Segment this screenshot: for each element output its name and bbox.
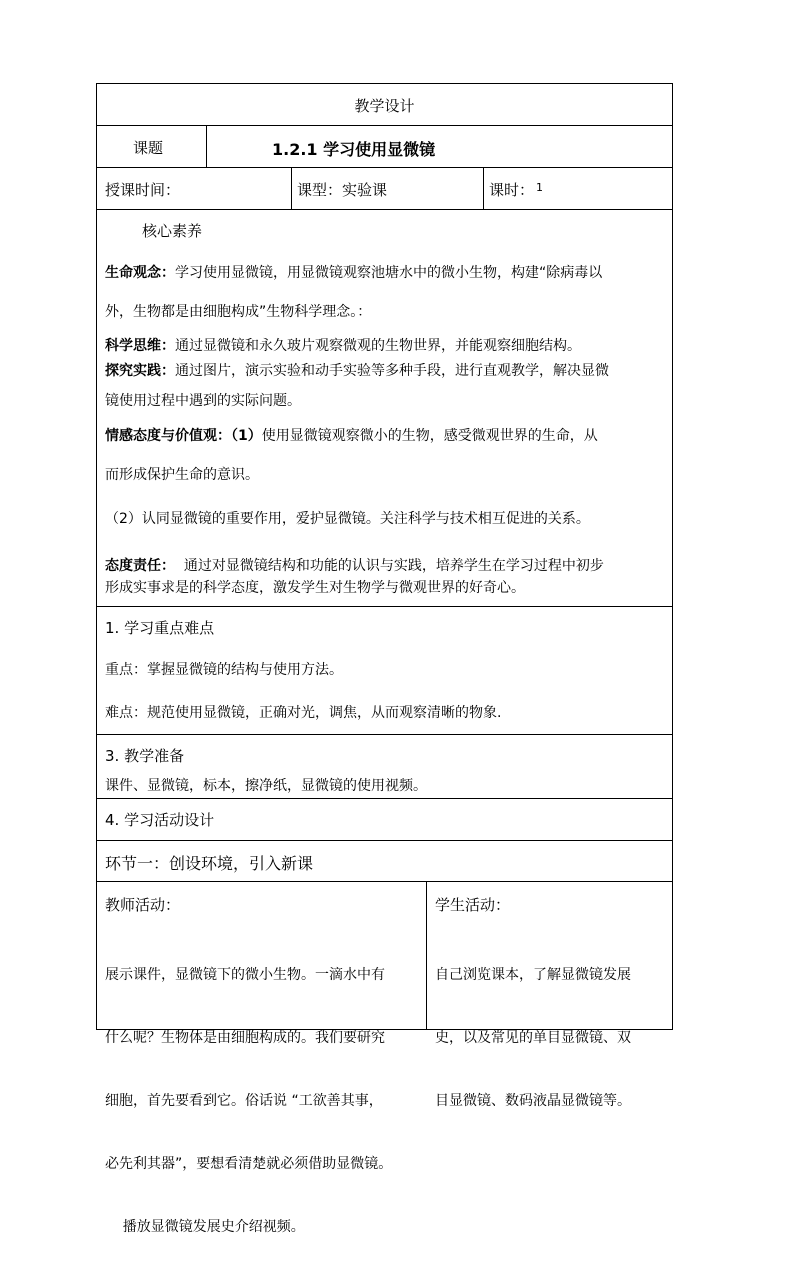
attitude-line <box>105 555 664 577</box>
emotion-values-text: 使用显微镜观察微小的生物，感受微观世界的生命，从 <box>261 428 598 444</box>
teacher-line: 什么呢？生物体是由细胞构成的。我们要研究 <box>105 1030 385 1046</box>
activity-heading-row <box>96 798 673 840</box>
time-label: 授课时间： <box>105 181 181 199</box>
emotion-values-label: 情感态度与价值观： <box>105 428 231 444</box>
student-activity-cell <box>426 882 672 1109</box>
inquiry-practice-line-2: 镜使用过程中遇到的实际问题。 <box>105 393 301 409</box>
attitude-line-2: 形成实事求是的科学态度，激发学生对生物学与微观世界的好奇心。 <box>105 580 525 596</box>
life-concept-line-2: 外，生物都是由细胞构成”生物科学理念。： <box>105 304 372 320</box>
prep-row <box>96 734 673 798</box>
hours-value: 1 <box>536 181 543 194</box>
focus-row <box>96 606 673 734</box>
focus-heading: 1. 学习重点难点 <box>105 619 215 637</box>
attitude-text: 通过对显微镜结构和功能的认识与实践，培养学生在学习过程中初步 <box>183 558 604 574</box>
topic-label: 课题 <box>133 139 164 157</box>
hours-cell <box>483 168 672 209</box>
page-title: 教学设计 <box>354 97 415 115</box>
student-line: 自己浏览课本，了解显微镜发展 <box>435 967 631 983</box>
type-value: 实验课 <box>342 181 388 199</box>
topic-value: 1.2.1 学习使用显微镜 <box>272 140 436 159</box>
topic-value-cell <box>206 126 672 167</box>
prep-heading: 3. 教学准备 <box>105 747 185 765</box>
stage-row <box>96 840 673 881</box>
life-concept-text: 学习使用显微镜，用显微镜观察池塘水中的微小生物，构建“除病毒以 <box>175 265 603 281</box>
teacher-activity-text <box>105 923 392 1280</box>
teacher-activity-cell <box>97 882 426 1235</box>
teacher-activity-label: 教师活动： <box>105 896 181 914</box>
student-activity-text <box>435 923 631 1154</box>
type-cell <box>291 168 483 209</box>
activity-heading: 4. 学习活动设计 <box>105 811 215 829</box>
stage-title: 环节一：创设环境，引入新课 <box>105 854 314 873</box>
teacher-line: 播放显微镜发展史介绍视频。 <box>105 1219 305 1235</box>
emotion-values-item-2: （2）认同显微镜的重要作用，爱护显微镜。关注科学与技术相互促进的关系。 <box>105 511 590 527</box>
core-literacy-row <box>96 209 673 606</box>
science-thinking-text: 通过显微镜和永久玻片观察微观的生物世界，并能观察细胞结构。 <box>175 338 581 354</box>
focus-key: 重点：掌握显微镜的结构与使用方法。 <box>105 662 343 678</box>
teacher-line: 必先利其器”，要想看清楚就必须借助显微镜。 <box>105 1156 393 1172</box>
topic-row <box>96 125 673 167</box>
emotion-values-line-2: 而形成保护生命的意识。 <box>105 467 259 483</box>
lesson-plan-table <box>96 83 673 1235</box>
science-thinking-label: 科学思维： <box>105 338 175 354</box>
hours-label: 课时： <box>489 181 535 199</box>
teacher-line: 展示课件，显微镜下的微小生物。一滴水中有 <box>105 967 385 983</box>
life-concept-line <box>105 262 664 284</box>
prep-text: 课件、显微镜，标本，擦净纸，显微镜的使用视频。 <box>105 778 427 794</box>
teacher-line: 细胞，首先要看到它。俗话说 “工欲善其事， <box>105 1093 383 1109</box>
student-line: 目显微镜、数码液晶显微镜等。 <box>435 1093 631 1109</box>
science-thinking-line <box>105 335 664 357</box>
inquiry-practice-text: 通过图片，演示实验和动手实验等多种手段，进行直观教学，解决显微 <box>175 363 609 379</box>
student-line: 史，以及常见的单目显微镜、双 <box>435 1030 631 1046</box>
focus-difficulty: 难点：规范使用显微镜，正确对光，调焦，从而观察清晰的物象. <box>105 705 502 721</box>
literacy-heading: 核心素养 <box>142 222 203 240</box>
student-activity-label: 学生活动： <box>435 896 511 914</box>
emotion-values-line <box>105 425 664 447</box>
activities-row <box>96 881 673 1235</box>
info-row <box>96 167 673 209</box>
emotion-values-number: （1） <box>231 428 262 444</box>
inquiry-practice-line <box>105 360 664 382</box>
life-concept-label: 生命观念： <box>105 265 175 281</box>
inquiry-practice-label: 探究实践： <box>105 363 175 379</box>
type-label: 课型： <box>297 181 343 199</box>
title-row <box>96 83 673 125</box>
attitude-label: 态度责任： <box>105 558 175 574</box>
